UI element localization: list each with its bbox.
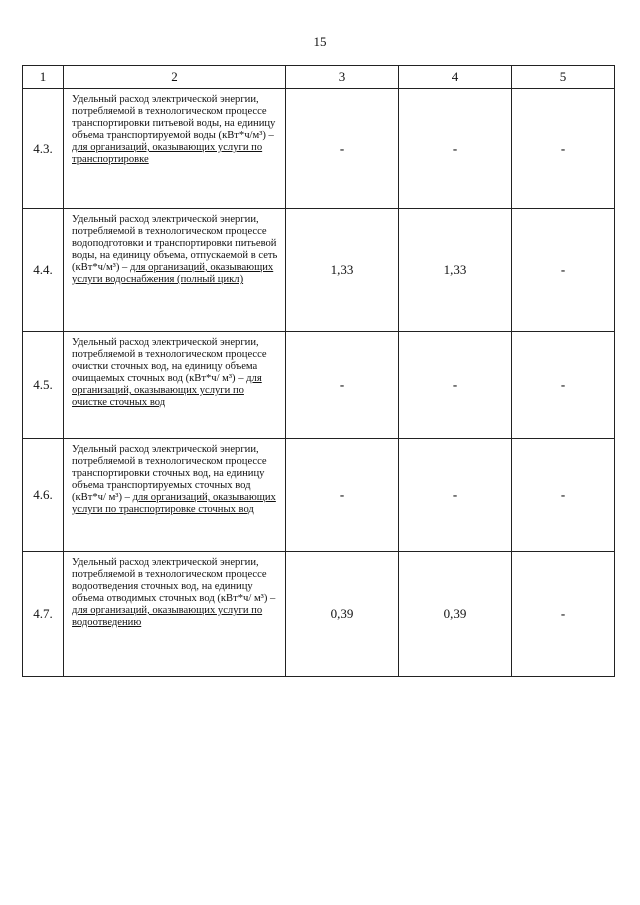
value-col4: - bbox=[399, 332, 512, 439]
header-cell-5: 5 bbox=[512, 66, 615, 89]
value-col3: - bbox=[286, 332, 399, 439]
table-row bbox=[23, 332, 615, 439]
header-cell-4: 4 bbox=[399, 66, 512, 89]
row-description bbox=[64, 209, 286, 332]
value-col5: - bbox=[512, 89, 615, 209]
value-col5: - bbox=[512, 209, 615, 332]
table-row bbox=[23, 439, 615, 552]
row-number: 4.6. bbox=[23, 439, 64, 552]
description-text: Удельный расход электрической энергии, потребляемой в технологическом процессе очистки сточных вод, на единицу объема очищаемых сточных вод (кВт*ч/ м³) – bbox=[72, 337, 267, 384]
row-description bbox=[64, 89, 286, 209]
value-col3: - bbox=[286, 439, 399, 552]
value-col5: - bbox=[512, 552, 615, 677]
header-cell-1: 1 bbox=[23, 66, 64, 89]
value-col3: - bbox=[286, 89, 399, 209]
value-col5: - bbox=[512, 332, 615, 439]
value-col3: 1,33 bbox=[286, 209, 399, 332]
row-number: 4.5. bbox=[23, 332, 64, 439]
table-header-row bbox=[23, 66, 615, 89]
row-description bbox=[64, 332, 286, 439]
description-underlined: для организаций, оказывающих услуги по транспортировке bbox=[72, 142, 263, 165]
value-col4: 0,39 bbox=[399, 552, 512, 677]
table-row bbox=[23, 552, 615, 677]
table-row bbox=[23, 89, 615, 209]
description-underlined: для организаций, оказывающих услуги по транспортировке сточных вод bbox=[72, 492, 276, 515]
description-underlined: для организаций, оказывающих услуги по очистке сточных вод bbox=[72, 373, 262, 408]
description-text: Удельный расход электрической энергии, потребляемой в технологическом процессе водоотведения сточных вод, на единицу объема отводимых сточных вод (кВт*ч/ м³) – bbox=[72, 557, 276, 604]
norms-table bbox=[22, 65, 615, 677]
page-number: 15 bbox=[313, 34, 327, 49]
description-text: Удельный расход электрической энергии, потребляемой в технологическом процессе транспортировки питьевой воды, на единицу объема транспортируемой воды (кВт*ч/м³) – bbox=[72, 94, 276, 141]
description-underlined: для организаций, оказывающих услуги по водоотведению bbox=[72, 605, 263, 628]
header-cell-2: 2 bbox=[64, 66, 286, 89]
description-text: Удельный расход электрической энергии, потребляемой в технологическом процессе транспортировки сточных вод, на единицу объема транспортируемых сточных вод (кВт*ч/ м³) – bbox=[72, 444, 267, 503]
table-row bbox=[23, 209, 615, 332]
row-number: 4.4. bbox=[23, 209, 64, 332]
description-underlined: для организаций, оказывающих услуги водоснабжения (полный цикл) bbox=[72, 262, 274, 285]
value-col3: 0,39 bbox=[286, 552, 399, 677]
row-description bbox=[64, 439, 286, 552]
description-text: Удельный расход электрической энергии, потребляемой в технологическом процессе водоподготовки и транспортировки питьевой воды, на единицу объема, отпускаемой в сеть (кВт*ч/м³) – bbox=[72, 214, 278, 273]
row-description bbox=[64, 552, 286, 677]
value-col4: - bbox=[399, 89, 512, 209]
row-number: 4.7. bbox=[23, 552, 64, 677]
value-col5: - bbox=[512, 439, 615, 552]
value-col4: - bbox=[399, 439, 512, 552]
header-cell-3: 3 bbox=[286, 66, 399, 89]
value-col4: 1,33 bbox=[399, 209, 512, 332]
row-number: 4.3. bbox=[23, 89, 64, 209]
